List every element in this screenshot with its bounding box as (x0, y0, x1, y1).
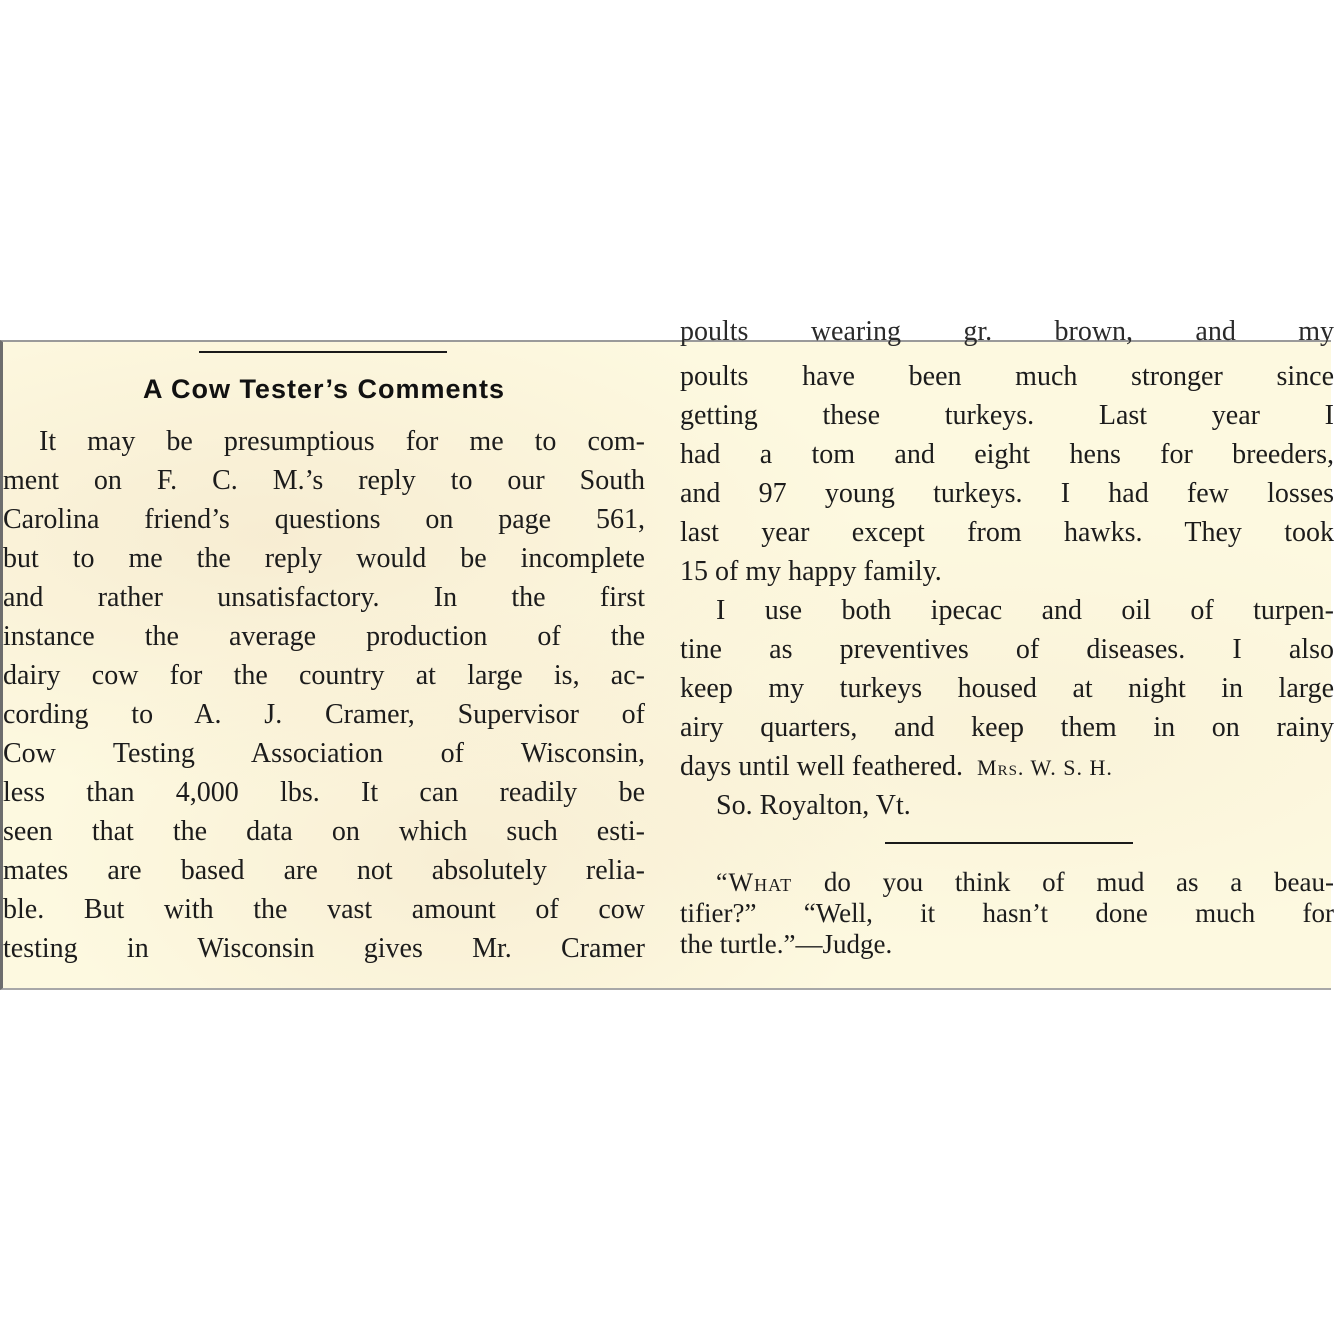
article-line: It may be presumptious for me to com- (39, 426, 645, 457)
article-line: days until well feathered. (680, 751, 964, 782)
article-line: tine as preventives of diseases. I also (680, 634, 1334, 665)
article-line: Cow Testing Association of Wisconsin, (3, 738, 645, 769)
headline-rule (199, 351, 447, 353)
article-line: airy quarters, and keep them in on rainy (680, 712, 1334, 743)
article-line: had a tom and eight hens for breeders, (680, 439, 1334, 470)
article-line: and rather unsatisfactory. In the first (3, 582, 645, 613)
article-line: poults have been much stronger since (680, 361, 1334, 392)
author-location: So. Royalton, Vt. (716, 790, 911, 821)
article-line: I use both ipecac and oil of turpen- (716, 595, 1334, 626)
joke-line: the turtle.”—Judge. (680, 929, 893, 959)
article-line: instance the average production of the (3, 621, 645, 652)
joke-line: tifier?” “Well, it hasn’t done much for (680, 898, 1334, 928)
article-line: dairy cow for the country at large is, ac- (3, 660, 645, 691)
article-line: 15 of my happy family. (680, 556, 942, 587)
article-line: but to me the reply would be incomplete (3, 543, 645, 574)
article-line: ment on F. C. M.’s reply to our South (3, 465, 645, 496)
joke-opening: “What (716, 868, 793, 897)
joke-text: do you think of mud as a beau- (792, 867, 1334, 897)
article-line: seen that the data on which such esti- (3, 816, 645, 847)
author-signature: Mrs. W. S. H. (977, 755, 1113, 780)
article-headline: A Cow Tester’s Comments (142, 374, 506, 404)
article-line: cording to A. J. Cramer, Supervisor of (3, 699, 645, 730)
article-line: keep my turkeys housed at night in large (680, 673, 1334, 704)
joke-line (680, 867, 1334, 898)
article-line: ble. But with the vast amount of cow (3, 894, 645, 925)
section-rule (885, 842, 1133, 844)
article-line-with-signature (680, 747, 1334, 786)
article-line: Carolina friend’s questions on page 561, (3, 504, 645, 535)
article-line: less than 4,000 lbs. It can readily be (3, 777, 645, 808)
article-line: getting these turkeys. Last year I (680, 400, 1334, 431)
newspaper-clipping (0, 316, 1334, 990)
article-line: mates are based are not absolutely relia- (3, 855, 645, 886)
cutoff-line: poults wearing gr. brown, and my (680, 316, 1334, 347)
article-line: and 97 young turkeys. I had few losses (680, 478, 1334, 509)
article-line: last year except from hawks. They took (680, 517, 1334, 548)
article-line: testing in Wisconsin gives Mr. Cramer (3, 933, 645, 964)
